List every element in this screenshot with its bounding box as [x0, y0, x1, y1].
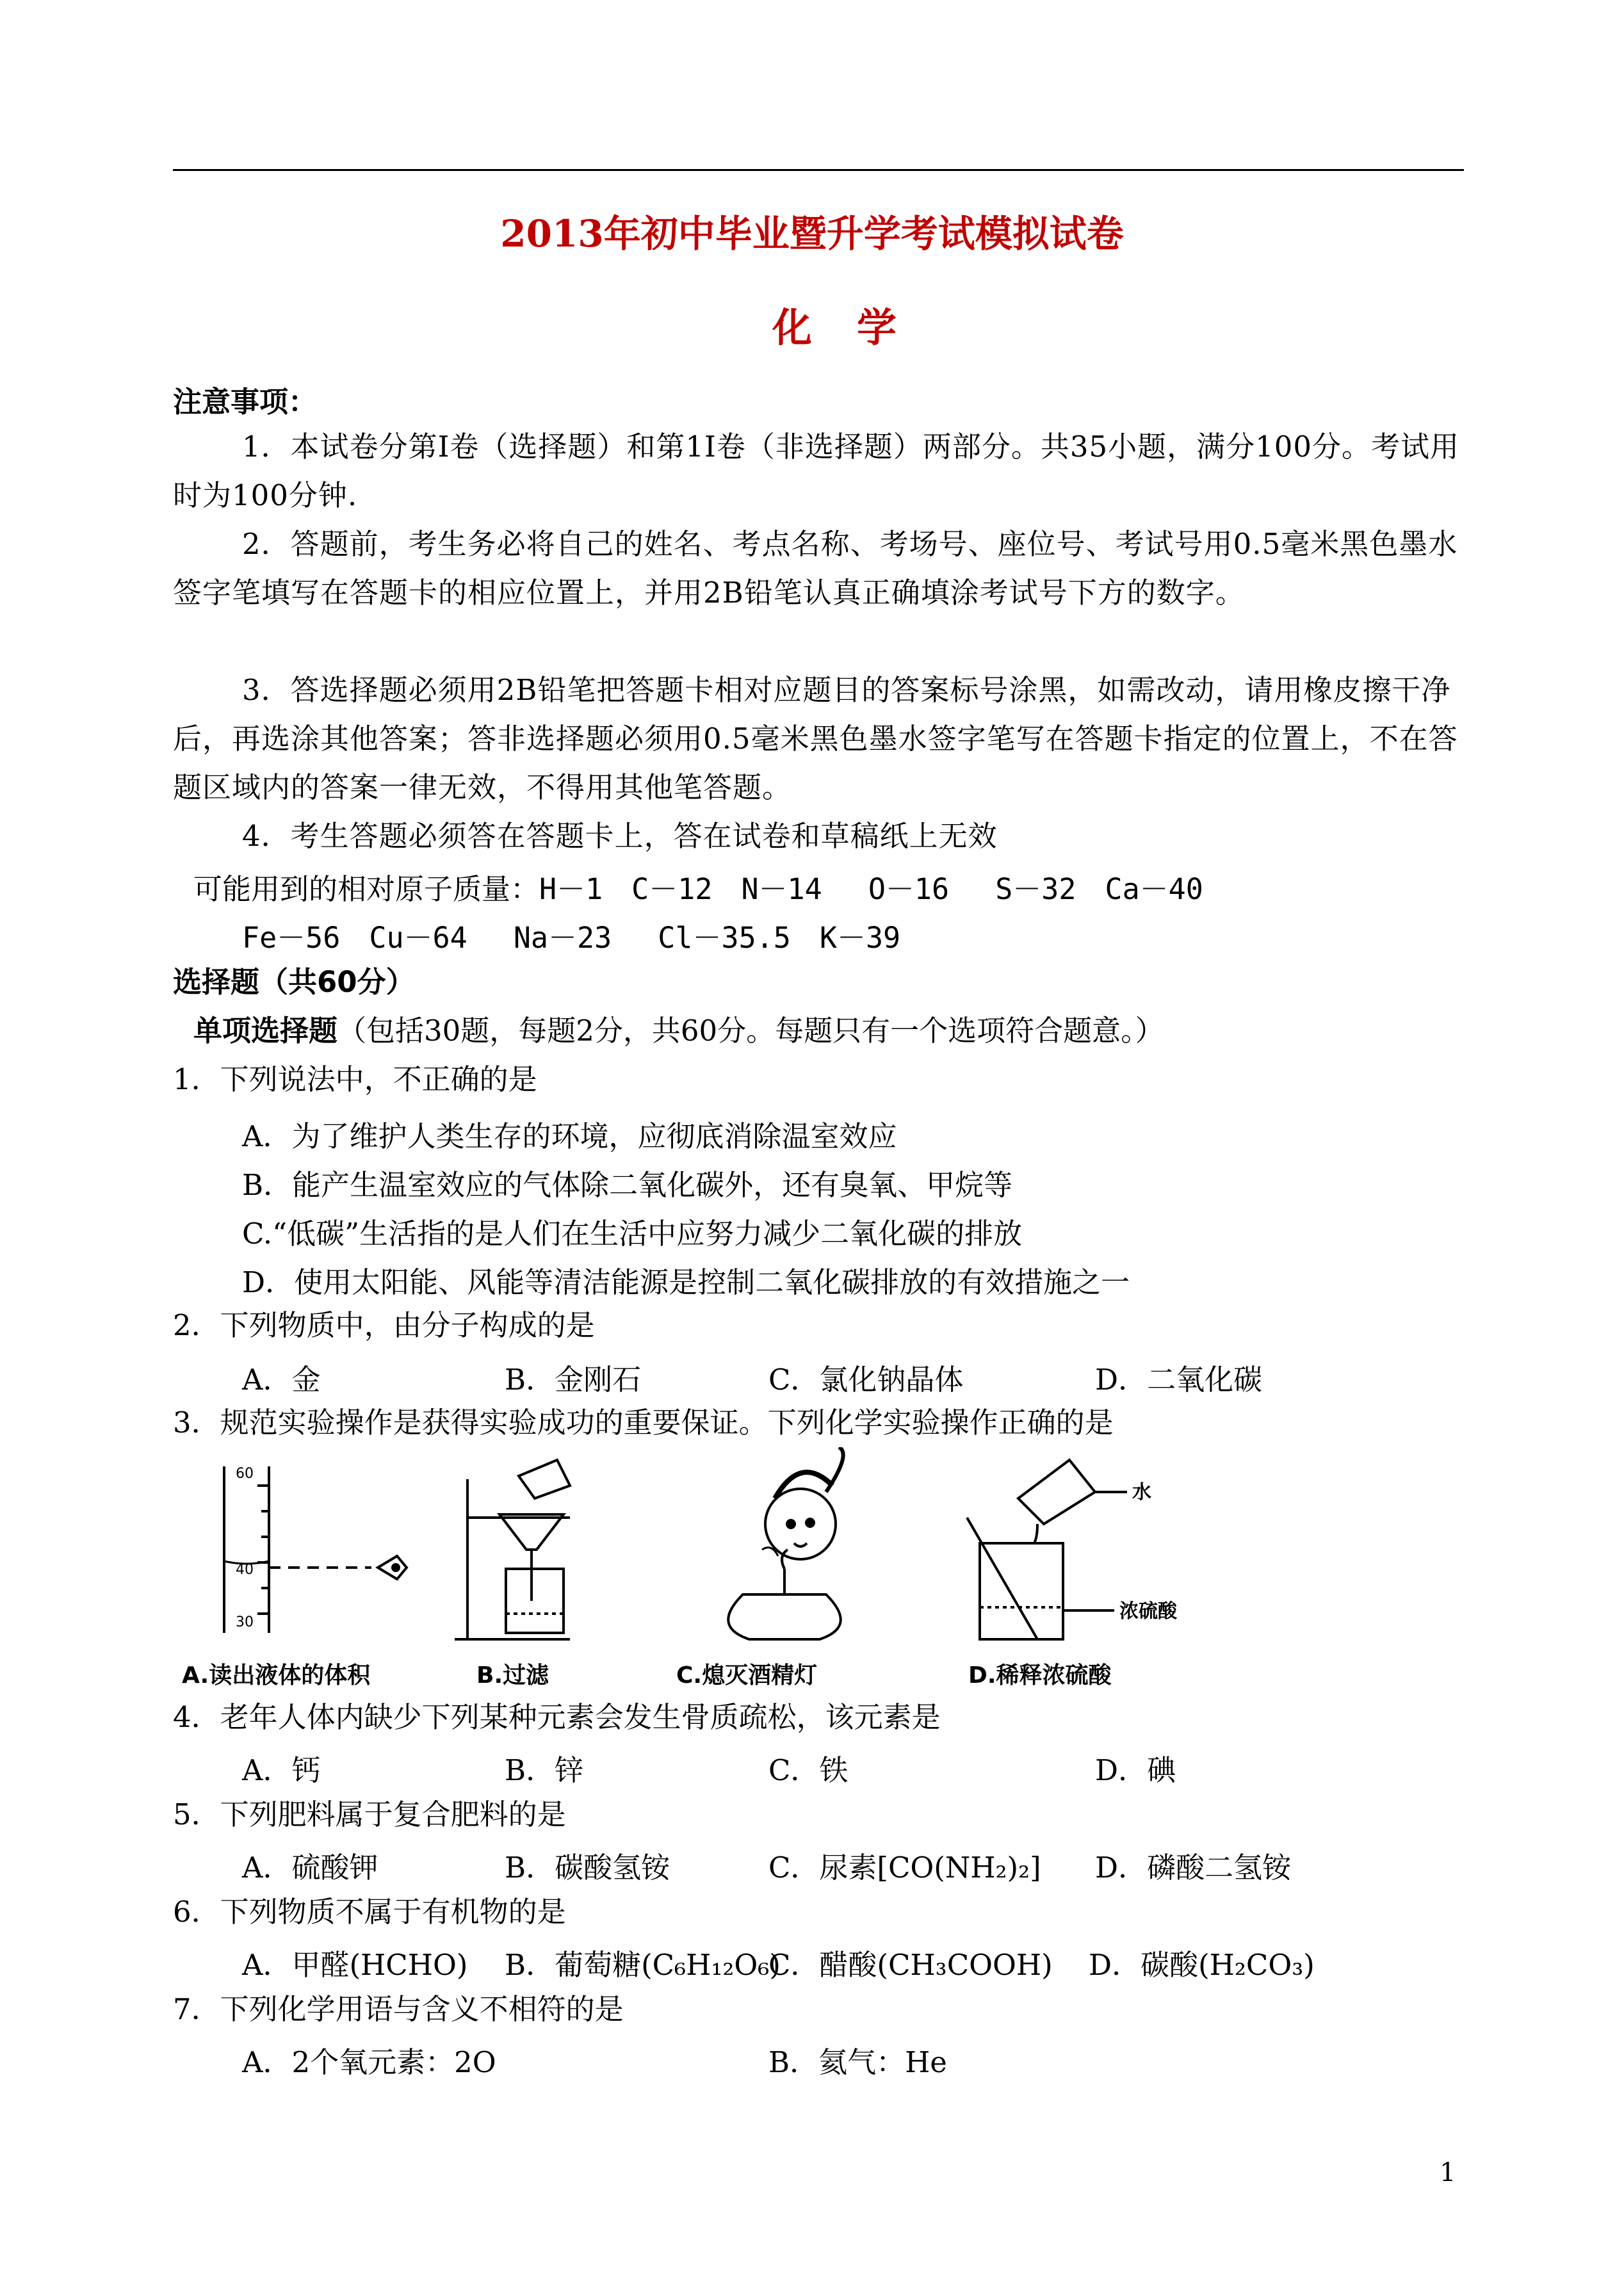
- subject-title: 化学: [772, 304, 941, 351]
- question-6-option-b: B．葡萄糖(C₆H₁₂O₆): [505, 1948, 781, 1982]
- question-5-option-c: C．尿素[CO(NH₂)₂]: [768, 1851, 1041, 1885]
- question-7-stem: 7．下列化学用语与含义不相符的是: [173, 1992, 624, 2026]
- question-2-option-d: D．二氧化碳: [1095, 1363, 1263, 1397]
- scale-40: 40: [236, 1562, 254, 1578]
- question-5-stem: 5．下列肥料属于复合肥料的是: [173, 1797, 566, 1831]
- question-2-option-b: B．金刚石: [505, 1363, 642, 1397]
- figure-label-b: B.过滤: [476, 1662, 549, 1689]
- label-water: 水: [1132, 1481, 1151, 1504]
- question-5-option-d: D．磷酸二氢铵: [1095, 1851, 1292, 1885]
- scale-60: 60: [236, 1466, 254, 1482]
- question-6-option-c: C．醋酸(CH₃COOH): [768, 1948, 1053, 1982]
- notice-item-3: 3．答选择题必须用2B铅笔把答题卡相对应题目的答案标号涂黑，如需改动，请用橡皮擦干净后，再选涂其他答案；答非选择题必须用0.5毫米黑色墨水签字笔写在答题卡指定的位置上，不在答题区域内的答案一律无效，不得用其他笔答题。: [173, 673, 1458, 804]
- question-2-option-a: A．金: [242, 1363, 321, 1397]
- section-subheading-rest: （包括30题，每题2分，共60分。每题只有一个选项符合题意。）: [337, 1014, 1164, 1048]
- question-4-option-b: B．锌: [505, 1753, 584, 1787]
- figure-label-c: C.熄灭酒精灯: [676, 1662, 818, 1689]
- notice-item-1: 1．本试卷分第Ⅰ卷（选择题）和第1I卷（非选择题）两部分。共35小题，满分100分。考试用时为100分钟.: [173, 430, 1459, 512]
- question-5-option-b: B．碳酸氢铵: [505, 1851, 670, 1885]
- question-1-option-d: D．使用太阳能、风能等清洁能源是控制二氧化碳排放的有效措施之一: [242, 1265, 1130, 1299]
- question-3-figure: [186, 1447, 1223, 1691]
- question-4-stem: 4．老年人体内缺少下列某种元素会发生骨质疏松，该元素是: [173, 1700, 941, 1734]
- section-heading: 选择题（共60分）: [173, 965, 415, 999]
- section-subheading-bold: 单项选择题: [193, 1014, 338, 1048]
- notice-item-4: 4．考生答题必须答在答题卡上，答在试卷和草稿纸上无效: [242, 819, 998, 853]
- question-4-option-d: D．碘: [1095, 1753, 1176, 1787]
- scale-30: 30: [236, 1614, 254, 1630]
- exam-title: 2013年初中毕业暨升学考试模拟试卷: [500, 212, 1124, 255]
- figure-label-d: D.稀释浓硫酸: [968, 1662, 1112, 1689]
- question-2-stem: 2．下列物质中，由分子构成的是: [173, 1308, 595, 1342]
- atomic-mass-line-1: 可能用到的相对原子质量：H－1 C－12 N－14 O－16 S－32 Ca－40: [193, 872, 1203, 906]
- question-5-option-a: A．硫酸钾: [242, 1851, 378, 1885]
- question-3-stem: 3．规范实验操作是获得实验成功的重要保证。下列化学实验操作正确的是: [173, 1406, 1114, 1439]
- atomic-mass-line-2: Fe－56 Cu－64 Na－23 Cl－35.5 K－39: [242, 921, 901, 955]
- question-6-option-a: A．甲醛(HCHO): [242, 1948, 468, 1982]
- figure-d-dilution: [967, 1460, 1127, 1639]
- question-1-stem: 1．下列说法中，不正确的是: [173, 1062, 537, 1096]
- question-6-option-d: D．碳酸(H₂CO₃): [1089, 1948, 1315, 1982]
- section-subheading: [193, 1007, 1164, 1055]
- notice-item-2: 2．答题前，考生务必将自己的姓名、考点名称、考场号、座位号、考试号用0.5毫米黑色墨水签字笔填写在答题卡的相应位置上，并用2B铅笔认真正确填涂考试号下方的数字。: [173, 527, 1458, 610]
- question-7-option-a: A．2个氧元素：2O: [242, 2045, 496, 2079]
- page-number: 1: [1440, 2158, 1456, 2187]
- question-4-option-a: A．钙: [242, 1753, 321, 1787]
- figure-a-graduated-cylinder: [224, 1466, 407, 1633]
- question-7-option-b: B．氦气：He: [768, 2045, 947, 2079]
- question-1-option-b: B．能产生温室效应的气体除二氧化碳外，还有臭氧、甲烷等: [242, 1168, 1013, 1202]
- notice-heading: 注意事项：: [173, 385, 318, 419]
- question-2-option-c: C．氯化钠晶体: [768, 1363, 964, 1397]
- question-6-stem: 6．下列物质不属于有机物的是: [173, 1895, 566, 1929]
- question-1-option-c: C.“低碳”生活指的是人们在生活中应努力减少二氧化碳的排放: [242, 1217, 1023, 1251]
- figure-label-a: A.读出液体的体积: [182, 1662, 371, 1689]
- label-acid: 浓硫酸: [1119, 1600, 1177, 1623]
- top-rule: [173, 169, 1464, 171]
- figure-b-filtration: [455, 1460, 570, 1639]
- question-1-option-a: A．为了维护人类生存的环境，应彻底消除温室效应: [242, 1119, 897, 1153]
- figure-c-alcohol-lamp: [728, 1447, 843, 1639]
- question-4-option-c: C．铁: [768, 1753, 849, 1787]
